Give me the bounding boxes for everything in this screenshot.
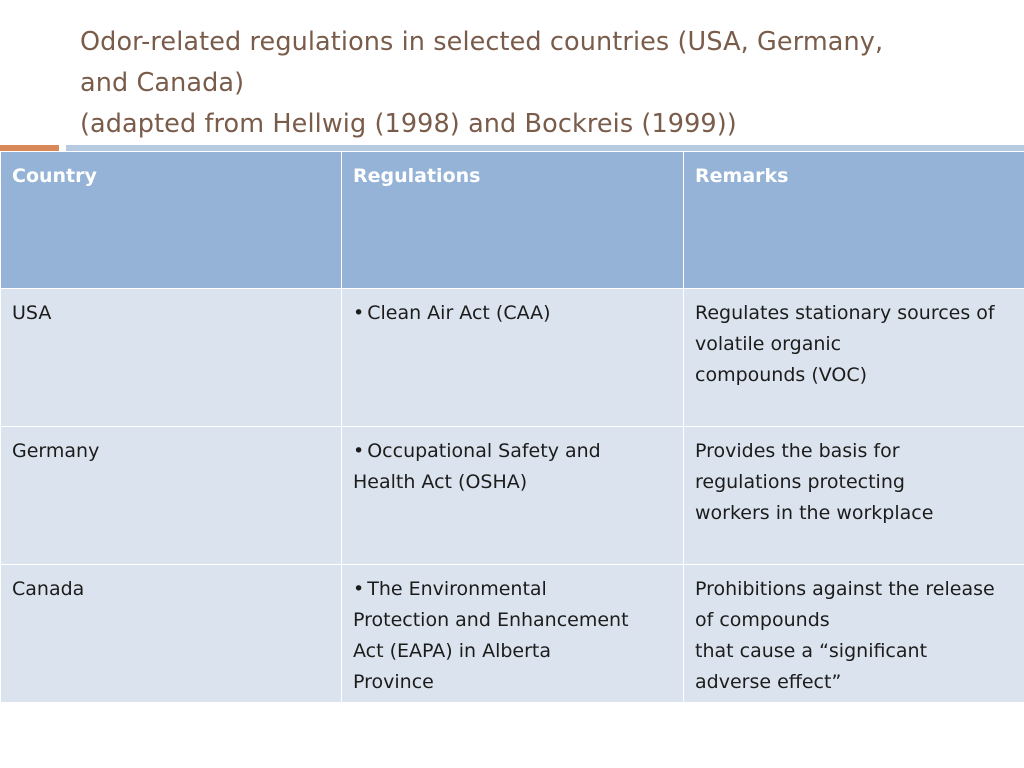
remarks-line: that cause a “significant [695, 640, 928, 662]
title-line-3: (adapted from Hellwig (1998) and Bockreis (1999)) [80, 109, 737, 139]
remarks-line: adverse effect” [695, 671, 842, 693]
remarks-line: compounds (VOC) [695, 364, 868, 386]
regulation-line: Health Act (OSHA) [353, 471, 528, 493]
regulation-line: Province [353, 671, 434, 693]
title-line-2: and Canada) [80, 68, 245, 98]
bullet-icon: • [353, 440, 365, 462]
regulations-table [0, 151, 1024, 703]
cell-country: Canada [1, 565, 342, 703]
remarks-line: Prohibitions against the release [695, 578, 995, 600]
regulation-line: Act (EAPA) in Alberta [353, 640, 551, 662]
cell-remarks [684, 565, 1024, 703]
title-line-1: Odor-related regulations in selected countries (USA, Germany, [80, 27, 884, 57]
table-row [1, 565, 1024, 703]
remarks-line: Regulates stationary sources of [695, 302, 995, 324]
remarks-line: volatile organic [695, 333, 842, 355]
remarks-line: Provides the basis for [695, 440, 900, 462]
remarks-line: regulations protecting [695, 471, 905, 493]
header-regulations: Regulations [342, 152, 684, 289]
bullet-icon: • [353, 578, 365, 600]
cell-regulation [342, 565, 684, 703]
table-row [1, 427, 1024, 565]
slide-title [80, 22, 1000, 145]
regulation-line: Protection and Enhancement [353, 609, 629, 631]
cell-remarks [684, 289, 1024, 427]
remarks-line: of compounds [695, 609, 830, 631]
remarks-line: workers in the workplace [695, 502, 934, 524]
regulation-line: • The Environmental [353, 578, 547, 600]
regulation-line: • Occupational Safety and [353, 440, 601, 462]
table-header-row [1, 152, 1024, 289]
table-row [1, 289, 1024, 427]
header-remarks: Remarks [684, 152, 1024, 289]
cell-regulation [342, 289, 684, 427]
cell-remarks [684, 427, 1024, 565]
cell-regulation [342, 427, 684, 565]
bullet-icon: • [353, 302, 365, 324]
regulation-line: • Clean Air Act (CAA) [353, 302, 551, 324]
cell-country: Germany [1, 427, 342, 565]
header-country: Country [1, 152, 342, 289]
cell-country: USA [1, 289, 342, 427]
